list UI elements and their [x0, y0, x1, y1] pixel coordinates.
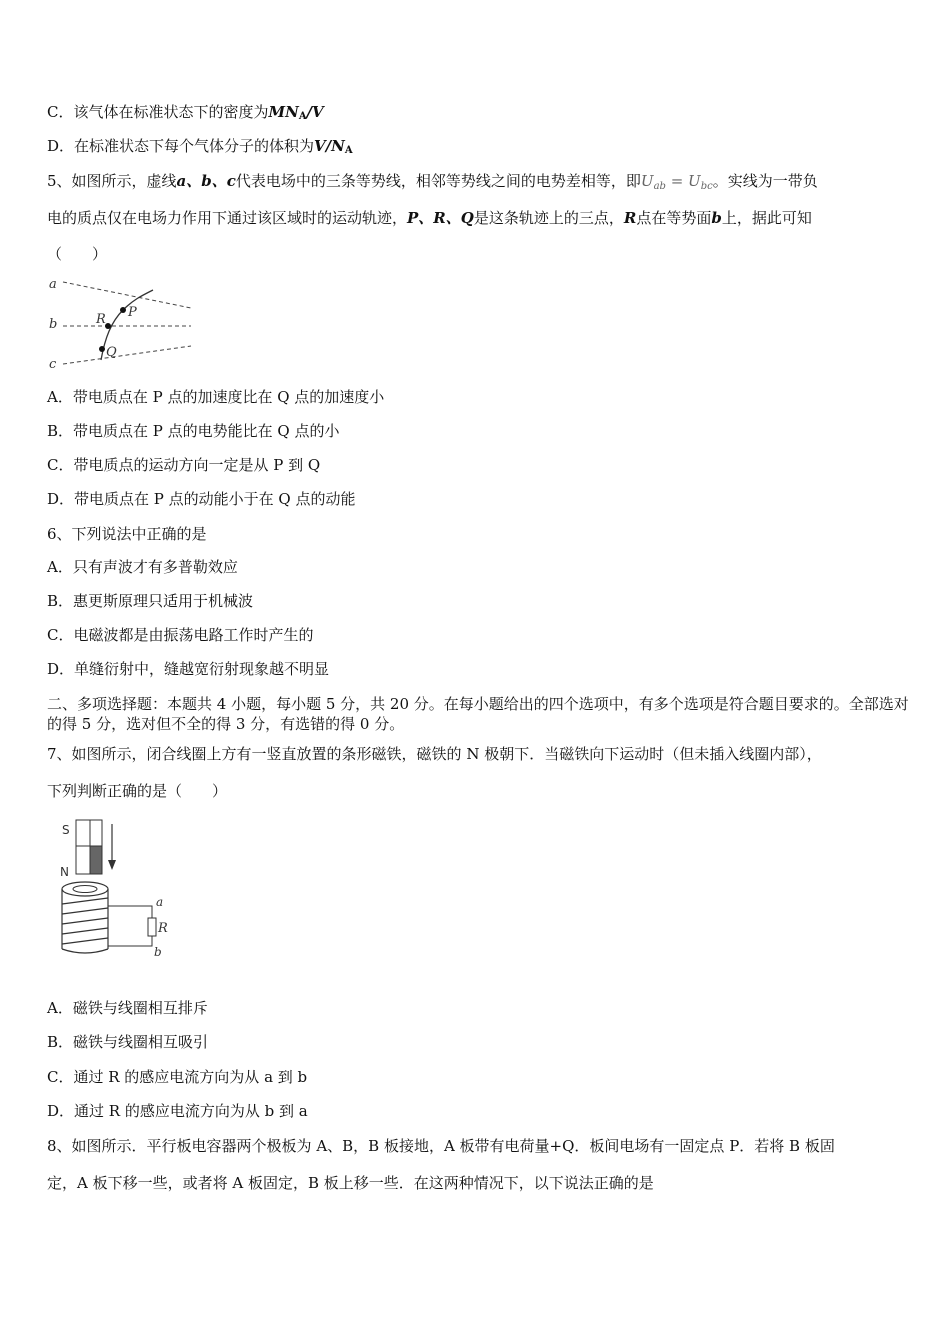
- label-R: R: [96, 312, 106, 327]
- math: V/N: [314, 137, 345, 155]
- question-5-paren: （ ）: [47, 245, 108, 263]
- resistor: [148, 918, 156, 936]
- q7-option-b: B．磁铁与线圈相互吸引: [47, 1033, 209, 1051]
- text: 。实线为一带负: [712, 172, 818, 190]
- label-b: b: [154, 945, 162, 959]
- q7-option-a: A．磁铁与线圈相互排斥: [47, 999, 208, 1017]
- label-a: a: [49, 277, 57, 292]
- option-d-prev: [47, 136, 353, 161]
- label-S: S: [62, 823, 70, 837]
- vars: a、b、c: [176, 172, 236, 190]
- math-sub: A: [298, 111, 307, 122]
- text: 5、如图所示，虚线: [47, 172, 177, 190]
- label-P: P: [128, 305, 137, 320]
- formula-u: U: [640, 172, 654, 190]
- option-text: D．在标准状态下每个气体分子的体积为: [47, 137, 315, 155]
- var: R: [623, 209, 637, 227]
- coil-windings: [62, 898, 108, 944]
- label-c: c: [49, 357, 57, 372]
- question-5-line-1: [47, 171, 818, 197]
- wire-bottom: [108, 936, 152, 946]
- coil-core: [73, 886, 97, 893]
- formula-sub: bc: [700, 181, 713, 192]
- point-P: [120, 307, 126, 313]
- formula-u: U: [688, 172, 701, 190]
- question-6: 6、下列说法中正确的是: [47, 525, 207, 543]
- magnet-coil-figure: [50, 814, 180, 962]
- q7-option-d: D．通过 R 的感应电流方向为从 b 到 a: [47, 1102, 308, 1120]
- option-c-prev: [47, 102, 324, 127]
- motion-arrow-head: [108, 860, 116, 870]
- magnet-south-side: [90, 820, 102, 846]
- section-2-heading: 二、多项选择题：本题共 4 小题，每小题 5 分，共 20 分。在每小题给出的四个选项中，有多个选项是符合题目要求的。全部选对的得 5 分，选对但不全的得 3 分，有选错的得 0 分。: [47, 695, 909, 733]
- q5-option-a: A．带电质点在 P 点的加速度比在 Q 点的加速度小: [47, 388, 385, 406]
- question-7-line-2: 下列判断正确的是（ ）: [47, 782, 228, 800]
- magnet-south: [76, 820, 90, 846]
- formula-eq: =: [665, 172, 689, 190]
- question-5-line-2: [47, 208, 812, 228]
- q6-option-d: D．单缝衍射中，缝越宽衍射现象越不明显: [47, 660, 330, 678]
- point-Q: [99, 346, 105, 352]
- question-8-line-2: 定，A 板下移一些，或者将 A 板固定，B 板上移一些．在这两种情况下，以下说法正确的是: [47, 1174, 654, 1192]
- q6-option-c: C．电磁波都是由振荡电路工作时产生的: [47, 626, 314, 644]
- text: 代表电场中的三条等势线，相邻等势线之间的电势差相等，即: [235, 172, 641, 190]
- question-7-line-1: 7、如图所示，闭合线圈上方有一竖直放置的条形磁铁，磁铁的 N 极朝下．当磁铁向下运动时（但未插入线圈内部），: [47, 745, 822, 763]
- option-text: C．该气体在标准状态下的密度为: [47, 103, 269, 121]
- text: 是这条轨迹上的三点，: [473, 209, 624, 227]
- label-Q: Q: [106, 345, 117, 360]
- q5-option-d: D．带电质点在 P 点的动能小于在 Q 点的动能: [47, 490, 356, 508]
- coil-bottom: [62, 949, 108, 953]
- q6-option-a: A．只有声波才有多普勒效应: [47, 558, 238, 576]
- question-8-line-1: 8、如图所示．平行板电容器两个极板为 A、B，B 板接地，A 板带有电荷量+Q．板间电场有一固定点 P．若将 B 板固: [47, 1137, 835, 1155]
- point-R: [105, 323, 111, 329]
- math-sub: A: [344, 145, 353, 156]
- var: b: [711, 209, 722, 227]
- magnet-north-side: [90, 846, 102, 874]
- equipotential-c: [63, 346, 191, 364]
- equipotential-a: [63, 282, 191, 308]
- math: /V: [306, 103, 324, 121]
- label-R: R: [158, 921, 168, 936]
- math: MN: [268, 103, 299, 121]
- label-b: b: [49, 317, 58, 332]
- magnet-north: [76, 846, 90, 874]
- label-N: N: [60, 865, 69, 879]
- q5-option-b: B．带电质点在 P 点的电势能比在 Q 点的小: [47, 422, 340, 440]
- q7-option-c: C．通过 R 的感应电流方向为从 a 到 b: [47, 1068, 308, 1086]
- text: 点在等势面: [636, 209, 712, 227]
- vars: P、R、Q: [407, 209, 474, 227]
- text: 上，据此可知: [721, 209, 812, 227]
- text: 电的质点仅在电场力作用下通过该区域时的运动轨迹，: [47, 209, 408, 227]
- equipotential-figure: [45, 272, 195, 372]
- q6-option-b: B．惠更斯原理只适用于机械波: [47, 592, 254, 610]
- q5-option-c: C．带电质点的运动方向一定是从 P 到 Q: [47, 456, 321, 474]
- formula-sub: ab: [653, 181, 666, 192]
- label-a: a: [156, 895, 164, 909]
- formula: [641, 172, 713, 190]
- wire-top: [108, 906, 152, 918]
